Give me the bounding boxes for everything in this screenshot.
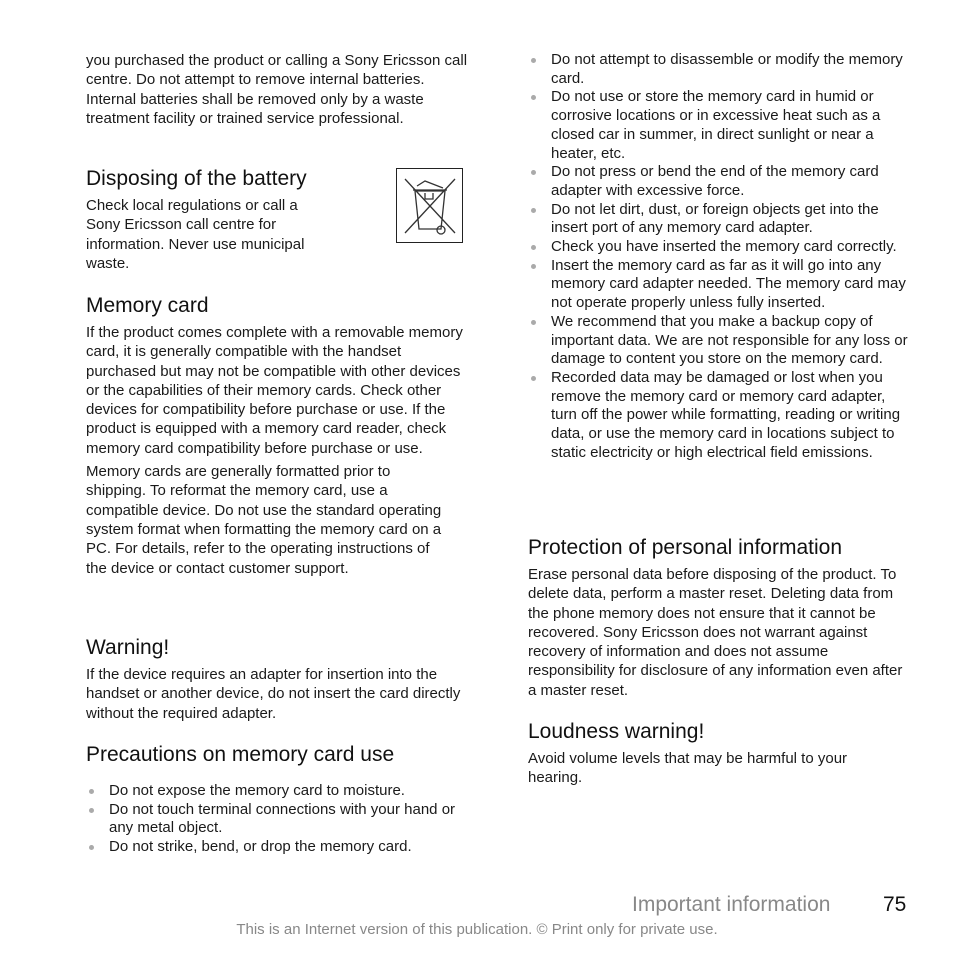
precautions-section [86, 742, 470, 857]
list-item: Recorded data may be damaged or lost when you remove the memory card or memory card adapter, turn off the power while formatting, reading or writing data, or use the memory card in locations subject to static electricity or high electrical field emissions. [528, 369, 912, 463]
protection-section [528, 535, 912, 700]
list-item: Do not attempt to disassemble or modify the memory card. [528, 51, 912, 88]
list-item: Check you have inserted the memory card correctly. [528, 238, 912, 257]
loudness-text: Avoid volume levels that may be harmful to your hearing. [528, 750, 848, 787]
footer-note: This is an Internet version of this publication. © Print only for private use. [236, 921, 718, 938]
intro-paragraph: you purchased the product or calling a Sony Ericsson call centre. Do not attempt to remove internal batteries. Internal batteries shall be removed only by a waste treatment facility or trained service professional. [86, 52, 468, 127]
list-item: We recommend that you make a backup copy of important data. We are not responsible for any loss or damage to content you store on the memory card. [528, 313, 912, 369]
disposing-text: Check local regulations or call a Sony Ericsson call centre for information. Never use municipal waste. [86, 197, 305, 272]
list-item: Do not use or store the memory card in humid or corrosive locations or in excessive heat such as a closed car in summer, in direct sunlight or near a heater, etc. [528, 88, 912, 163]
loudness-heading: Loudness warning! [528, 720, 705, 743]
precautions-heading: Precautions on memory card use [86, 743, 395, 766]
warning-section [86, 635, 470, 723]
protection-text: Erase personal data before disposing of the product. To delete data, perform a master reset. Deleting data from the phone memory does not ensure that it cannot be recovered. Sony Ericsson does not warrant against recovery of information and does not assume responsibility for disclosure of any information even after a master reset. [528, 566, 903, 699]
loudness-section [528, 719, 912, 788]
memory-card-heading: Memory card [86, 294, 209, 317]
list-item: Do not press or bend the end of the memory card adapter with excessive force. [528, 163, 912, 200]
warning-text: If the device requires an adapter for insertion into the handset or another device, do not insert the card directly without the required adapter. [86, 666, 461, 722]
warning-heading: Warning! [86, 636, 170, 659]
list-item: Do not let dirt, dust, or foreign objects get into the insert port of any memory card adapter. [528, 201, 912, 238]
precautions-list [86, 782, 456, 857]
memory-card-section [86, 293, 470, 578]
memory-card-precautions-list [528, 51, 912, 462]
crossed-out-wheelie-bin-icon [396, 168, 463, 243]
page-number: 75 [883, 893, 907, 916]
list-item: Do not expose the memory card to moisture. [86, 782, 456, 801]
list-item: Do not strike, bend, or drop the memory card. [86, 838, 456, 857]
memory-card-paragraph: Memory cards are generally formatted prior to shipping. To reformat the memory card, use a compatible device. Do not use the standard operating system format when formatting the memory card on a PC. For details, refer to the operating instructions of the device or contact customer support. [86, 463, 442, 577]
list-item: Do not touch terminal connections with your hand or any metal object. [86, 801, 456, 838]
disposing-heading: Disposing of the battery [86, 167, 307, 190]
memory-card-paragraph: If the product comes complete with a removable memory card, it is generally compatible with the handset purchased but may not be compatible with other devices or the capabilities of their memory cards. Check other devices for compatibility before purchase or use. If the product is equipped with a memory card reader, check memory card compatibility before purchase or use. [86, 324, 463, 457]
protection-heading: Protection of personal information [528, 536, 843, 559]
section-title: Important information [632, 893, 831, 916]
list-item: Insert the memory card as far as it will go into any memory card adapter needed. The memory card may not operate properly unless fully inserted. [528, 257, 912, 313]
